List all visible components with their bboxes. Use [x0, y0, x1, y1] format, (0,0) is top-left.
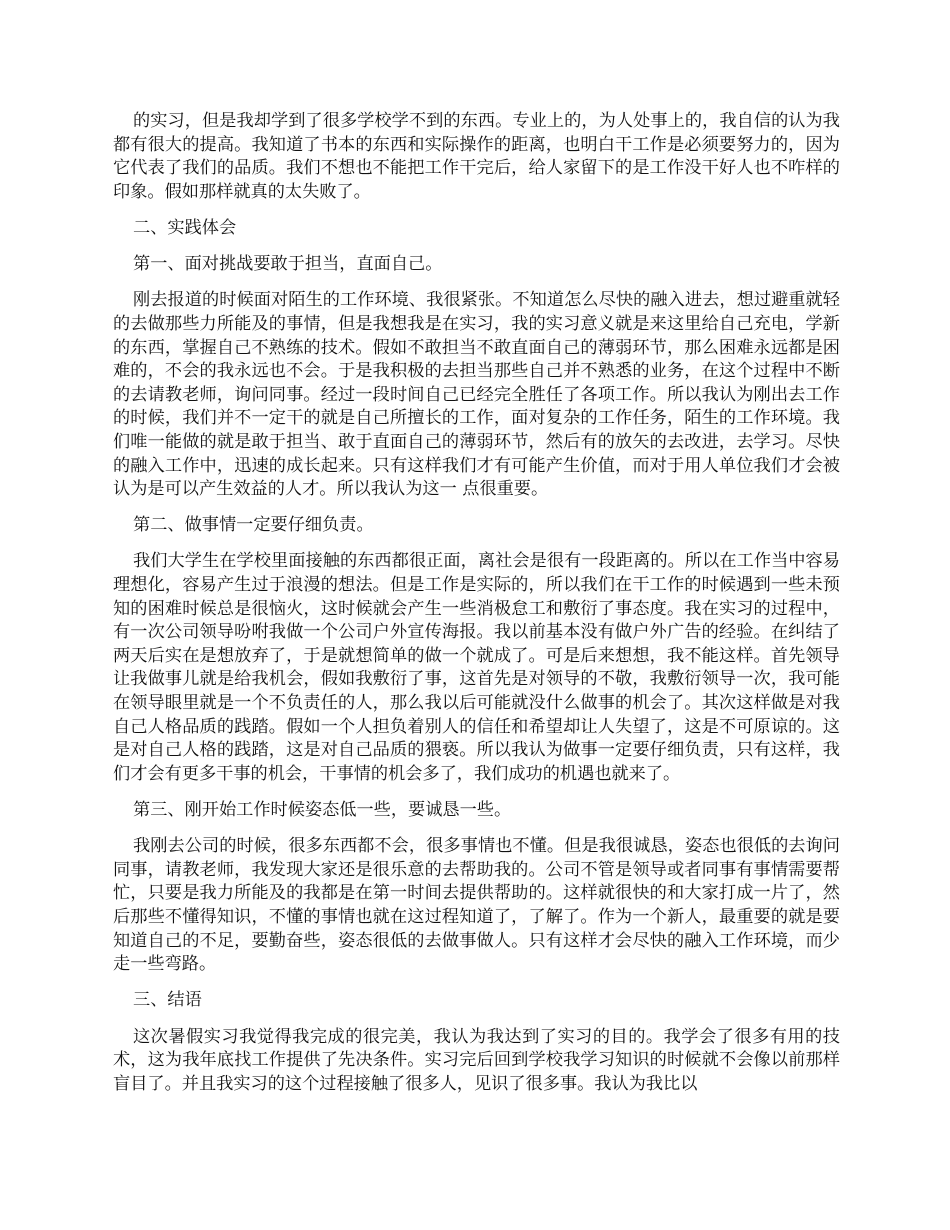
subheading-third: 第三、刚开始工作时候姿态低一些，要诚恳一些。 [133, 800, 512, 820]
paragraph-second: 我们大学生在学校里面接触的东西都很正面，离社会是很有一段距离的。所以在工作当中容易理想化，容易产生过于浪漫的想法。但是工作是实际的，所以我们在干工作的时候遇到一些未预知的困难时候总是很恼火，这时候就会产生一些消极怠工和敷衍了事态度。我在实习的过程中，有一次公司领导吩咐我做一个公司户外宣传海报。我以前基本没有做户外广告的经验。在纠结了两天后实在是想放弃了，于是就想简单的做一个就成了。可是后来想想，我不能这样。首先领导让我做事儿就是给我机会，假如我敷衍了事，这首先是对领导的不敬，我敷衍领导一次，我可能在领导眼里就是一个不负责任的人，那么我以后可能就没什么做事的机会了。其次这样做是对我自己人格品质的践踏。假如一个人担负着别人的信任和希望却让人失望了，这是不可原谅的。这是对自己人格的践踏，这是对自己品质的猥亵。所以我认为做事一定要仔细负责，只有这样，我们才会有更多干事的机会，干事情的机会多了，我们成功的机遇也就来了。 [113, 551, 840, 784]
paragraph-first: 刚去报道的时候面对陌生的工作环境、我很紧张。不知道怎么尽快的融入进去，想过避重就轻的去做那些力所能及的事情，但是我想我是在实习，我的实习意义就是来这里给自己充电，学新的东西，掌握自己不熟练的技术。假如不敢担当不敢直面自己的薄弱环节，那么困难永远都是困难的，不会的我永远也不会。于是我积极的去担当那些自己并不熟悉的业务，在这个过程中不断的去请教老师，询问同事。经过一段时间自己已经完全胜任了各项工作。所以我认为刚出去工作的时候，我们并不一定干的就是自己所擅长的工作，面对复杂的工作任务，陌生的工作环境。我们唯一能做的就是敢于担当、敢于直面自己的薄弱环节，然后有的放矢的去改进，去学习。尽快的融入工作中，迅速的成长起来。只有这样我们才有可能产生价值，而对于用人单位我们才会被认为是可以产生效益的人才。所以我认为这一 点很重要。 [113, 290, 840, 500]
section-heading-practice: 二、实践体会 [133, 217, 237, 238]
subheading-first: 第一、面对挑战要敢于担当，直面自己。 [133, 254, 443, 275]
paragraph-intro: 的实习，但是我却学到了很多学校学不到的东西。专业上的，为人处事上的，我自信的认为我都有很大的提高。我知道了书本的东西和实际操作的距离，也明白干工作是必须要努力的，因为它代表了我们的品质。我们不想也不能把工作干完后，给人家留下的是工作没干好人也不咋样的印象。假如那样就真的太失败了。 [113, 111, 840, 202]
section-heading-conclusion: 三、结语 [133, 990, 202, 1011]
paragraph-conclusion: 这次暑假实习我觉得我完成的很完美，我认为我达到了实习的目的。我学会了很多有用的技术，这为我年底找工作提供了先决条件。实习完后回到学校我学习知识的时候就不会像以前那样盲目了。并且我实习的这个过程接触了很多人，见识了很多事。我认为我比以 [113, 1026, 840, 1094]
paragraph-third: 我刚去公司的时候，很多东西都不会，很多事情也不懂。但是我很诚恳，姿态也很低的去询问同事，请教老师，我发现大家还是很乐意的去帮助我的。公司不管是领导或者同事有事情需要帮忙，只要是我力所能及的我都是在第一时间去提供帮助的。这样就很快的和大家打成一片了，然后那些不懂得知识，不懂的事情也就在这过程知道了，了解了。作为一个新人，最重要的就是要知道自己的不足，要勤奋些，姿态很低的去做事做人。只有这样才会尽快的融入工作环境，而少走一些弯路。 [113, 836, 840, 975]
document-page [113, 110, 840, 1109]
subheading-second: 第二、做事情一定要仔细负责。 [133, 515, 374, 536]
